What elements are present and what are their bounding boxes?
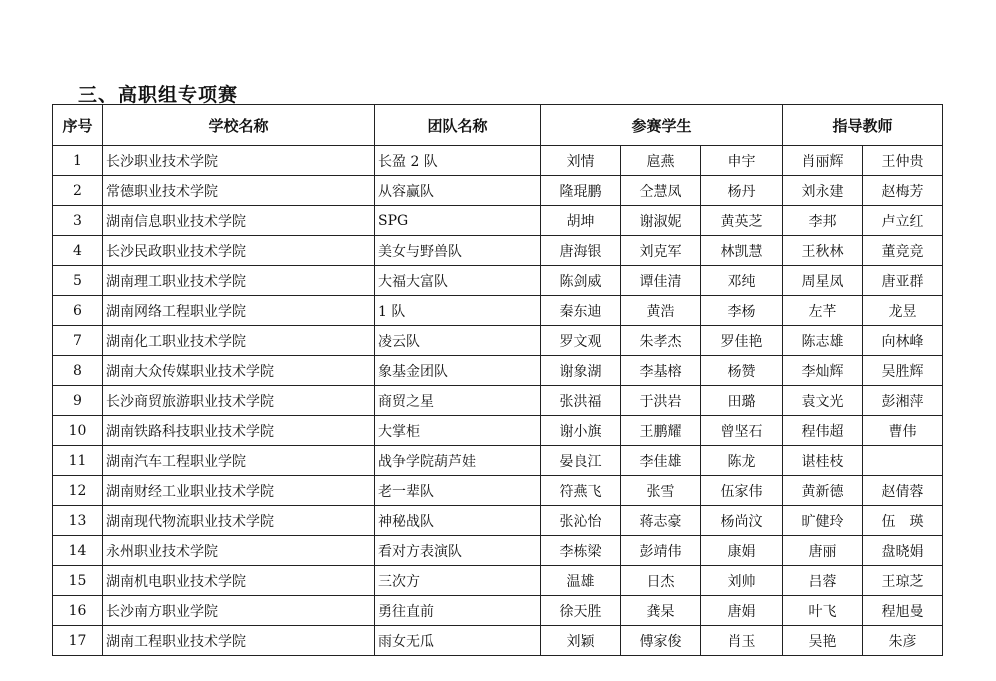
student-2: 刘克军 [621, 236, 701, 266]
teacher-1: 叶飞 [783, 596, 863, 626]
school-name: 湖南铁路科技职业技术学院 [103, 416, 375, 446]
student-3: 肖玉 [701, 626, 783, 656]
teacher-2: 王仲贵 [863, 146, 943, 176]
student-2: 王鹏耀 [621, 416, 701, 446]
team-name: 凌云队 [375, 326, 541, 356]
table-row [53, 506, 943, 536]
section-heading: 三、高职组专项赛 [78, 84, 239, 106]
teacher-2: 曹伟 [863, 416, 943, 446]
results-table [52, 104, 943, 656]
header-students: 参赛学生 [541, 105, 783, 146]
row-number: 7 [53, 326, 103, 356]
table-row [53, 476, 943, 506]
table-row [53, 206, 943, 236]
row-number: 13 [53, 506, 103, 536]
team-name: 象基金团队 [375, 356, 541, 386]
teacher-1: 李灿辉 [783, 356, 863, 386]
header-school: 学校名称 [103, 105, 375, 146]
table-row [53, 146, 943, 176]
table-row [53, 176, 943, 206]
row-number: 17 [53, 626, 103, 656]
student-1: 李栋梁 [541, 536, 621, 566]
student-1: 陈剑威 [541, 266, 621, 296]
teacher-2: 彭湘萍 [863, 386, 943, 416]
header-teachers: 指导教师 [783, 105, 943, 146]
team-name: 美女与野兽队 [375, 236, 541, 266]
team-name: 大掌柜 [375, 416, 541, 446]
student-2: 朱孝杰 [621, 326, 701, 356]
student-1: 符燕飞 [541, 476, 621, 506]
school-name: 湖南化工职业技术学院 [103, 326, 375, 356]
student-1: 谢小旗 [541, 416, 621, 446]
school-name: 湖南财经工业职业技术学院 [103, 476, 375, 506]
team-name: 勇往直前 [375, 596, 541, 626]
student-3: 杨丹 [701, 176, 783, 206]
student-3: 申宇 [701, 146, 783, 176]
teacher-1: 王秋林 [783, 236, 863, 266]
school-name: 湖南理工职业技术学院 [103, 266, 375, 296]
table-row [53, 536, 943, 566]
teacher-1: 唐丽 [783, 536, 863, 566]
school-name: 常德职业技术学院 [103, 176, 375, 206]
teacher-1: 刘永建 [783, 176, 863, 206]
student-1: 晏良江 [541, 446, 621, 476]
table-row [53, 296, 943, 326]
teacher-2: 赵倩蓉 [863, 476, 943, 506]
student-3: 杨尚汶 [701, 506, 783, 536]
student-2: 李基榕 [621, 356, 701, 386]
school-name: 湖南现代物流职业技术学院 [103, 506, 375, 536]
teacher-1: 袁文光 [783, 386, 863, 416]
row-number: 2 [53, 176, 103, 206]
table-row [53, 326, 943, 356]
student-3: 林凯慧 [701, 236, 783, 266]
table-row [53, 356, 943, 386]
teacher-1: 李邦 [783, 206, 863, 236]
teacher-1: 吴艳 [783, 626, 863, 656]
student-2: 傅家俊 [621, 626, 701, 656]
student-1: 秦东迪 [541, 296, 621, 326]
teacher-1: 陈志雄 [783, 326, 863, 356]
school-name: 湖南信息职业技术学院 [103, 206, 375, 236]
table-row [53, 416, 943, 446]
school-name: 湖南汽车工程职业学院 [103, 446, 375, 476]
teacher-2: 吴胜辉 [863, 356, 943, 386]
student-1: 隆琨鹏 [541, 176, 621, 206]
row-number: 1 [53, 146, 103, 176]
header-team: 团队名称 [375, 105, 541, 146]
row-number: 5 [53, 266, 103, 296]
teacher-1: 周星凤 [783, 266, 863, 296]
header-number: 序号 [53, 105, 103, 146]
student-1: 唐海银 [541, 236, 621, 266]
team-name: 三次方 [375, 566, 541, 596]
student-1: 张沁怡 [541, 506, 621, 536]
school-name: 湖南机电职业技术学院 [103, 566, 375, 596]
row-number: 8 [53, 356, 103, 386]
teacher-2: 唐亚群 [863, 266, 943, 296]
student-2: 龚杲 [621, 596, 701, 626]
student-3: 罗佳艳 [701, 326, 783, 356]
school-name: 湖南大众传媒职业技术学院 [103, 356, 375, 386]
school-name: 长沙职业技术学院 [103, 146, 375, 176]
student-1: 徐天胜 [541, 596, 621, 626]
teacher-2: 向林峰 [863, 326, 943, 356]
student-3: 伍家伟 [701, 476, 783, 506]
team-name: 神秘战队 [375, 506, 541, 536]
teacher-2: 卢立红 [863, 206, 943, 236]
teacher-2: 朱彦 [863, 626, 943, 656]
row-number: 6 [53, 296, 103, 326]
school-name: 永州职业技术学院 [103, 536, 375, 566]
student-2: 谭佳清 [621, 266, 701, 296]
student-2: 仝慧凤 [621, 176, 701, 206]
teacher-1: 肖丽辉 [783, 146, 863, 176]
teacher-1: 左芊 [783, 296, 863, 326]
student-1: 刘情 [541, 146, 621, 176]
row-number: 15 [53, 566, 103, 596]
student-1: 谢象湖 [541, 356, 621, 386]
student-1: 胡坤 [541, 206, 621, 236]
team-name: SPG [375, 206, 541, 236]
table-row [53, 446, 943, 476]
student-3: 康娟 [701, 536, 783, 566]
teacher-2: 董竞竞 [863, 236, 943, 266]
student-3: 杨赞 [701, 356, 783, 386]
student-2: 张雪 [621, 476, 701, 506]
student-2: 于洪岩 [621, 386, 701, 416]
teacher-2: 伍 瑛 [863, 506, 943, 536]
student-3: 邓纯 [701, 266, 783, 296]
team-name: 战争学院葫芦娃 [375, 446, 541, 476]
student-3: 黄英芝 [701, 206, 783, 236]
table-body [53, 146, 943, 656]
row-number: 3 [53, 206, 103, 236]
school-name: 长沙商贸旅游职业技术学院 [103, 386, 375, 416]
row-number: 12 [53, 476, 103, 506]
teacher-1: 黄新德 [783, 476, 863, 506]
student-1: 温雄 [541, 566, 621, 596]
teacher-1: 程伟超 [783, 416, 863, 446]
table-row [53, 236, 943, 266]
team-name: 老一辈队 [375, 476, 541, 506]
student-2: 扈燕 [621, 146, 701, 176]
table-header-row [53, 105, 943, 146]
teacher-2 [863, 446, 943, 476]
student-2: 李佳雄 [621, 446, 701, 476]
student-1: 张洪福 [541, 386, 621, 416]
row-number: 4 [53, 236, 103, 266]
teacher-2: 程旭曼 [863, 596, 943, 626]
student-3: 刘帅 [701, 566, 783, 596]
student-3: 陈龙 [701, 446, 783, 476]
table-row [53, 266, 943, 296]
table-row [53, 386, 943, 416]
team-name: 大福大富队 [375, 266, 541, 296]
row-number: 11 [53, 446, 103, 476]
student-2: 日杰 [621, 566, 701, 596]
student-1: 罗文观 [541, 326, 621, 356]
row-number: 10 [53, 416, 103, 446]
teacher-2: 王琼芝 [863, 566, 943, 596]
student-2: 谢淑妮 [621, 206, 701, 236]
table-row [53, 626, 943, 656]
student-3: 田璐 [701, 386, 783, 416]
row-number: 14 [53, 536, 103, 566]
teacher-1: 吕蓉 [783, 566, 863, 596]
student-2: 彭靖伟 [621, 536, 701, 566]
school-name: 长沙南方职业学院 [103, 596, 375, 626]
school-name: 长沙民政职业技术学院 [103, 236, 375, 266]
table-row [53, 596, 943, 626]
team-name: 长盈 2 队 [375, 146, 541, 176]
student-2: 蒋志豪 [621, 506, 701, 536]
team-name: 1 队 [375, 296, 541, 326]
teacher-1: 谌桂枝 [783, 446, 863, 476]
student-3: 曾坚石 [701, 416, 783, 446]
school-name: 湖南网络工程职业学院 [103, 296, 375, 326]
student-2: 黄浩 [621, 296, 701, 326]
teacher-2: 赵梅芳 [863, 176, 943, 206]
team-name: 商贸之星 [375, 386, 541, 416]
table-row [53, 566, 943, 596]
team-name: 雨女无瓜 [375, 626, 541, 656]
team-name: 看对方表演队 [375, 536, 541, 566]
row-number: 9 [53, 386, 103, 416]
row-number: 16 [53, 596, 103, 626]
student-1: 刘颖 [541, 626, 621, 656]
student-3: 唐娟 [701, 596, 783, 626]
teacher-2: 龙昱 [863, 296, 943, 326]
student-3: 李杨 [701, 296, 783, 326]
teacher-2: 盘晓娟 [863, 536, 943, 566]
school-name: 湖南工程职业技术学院 [103, 626, 375, 656]
team-name: 从容赢队 [375, 176, 541, 206]
teacher-1: 旷健玲 [783, 506, 863, 536]
